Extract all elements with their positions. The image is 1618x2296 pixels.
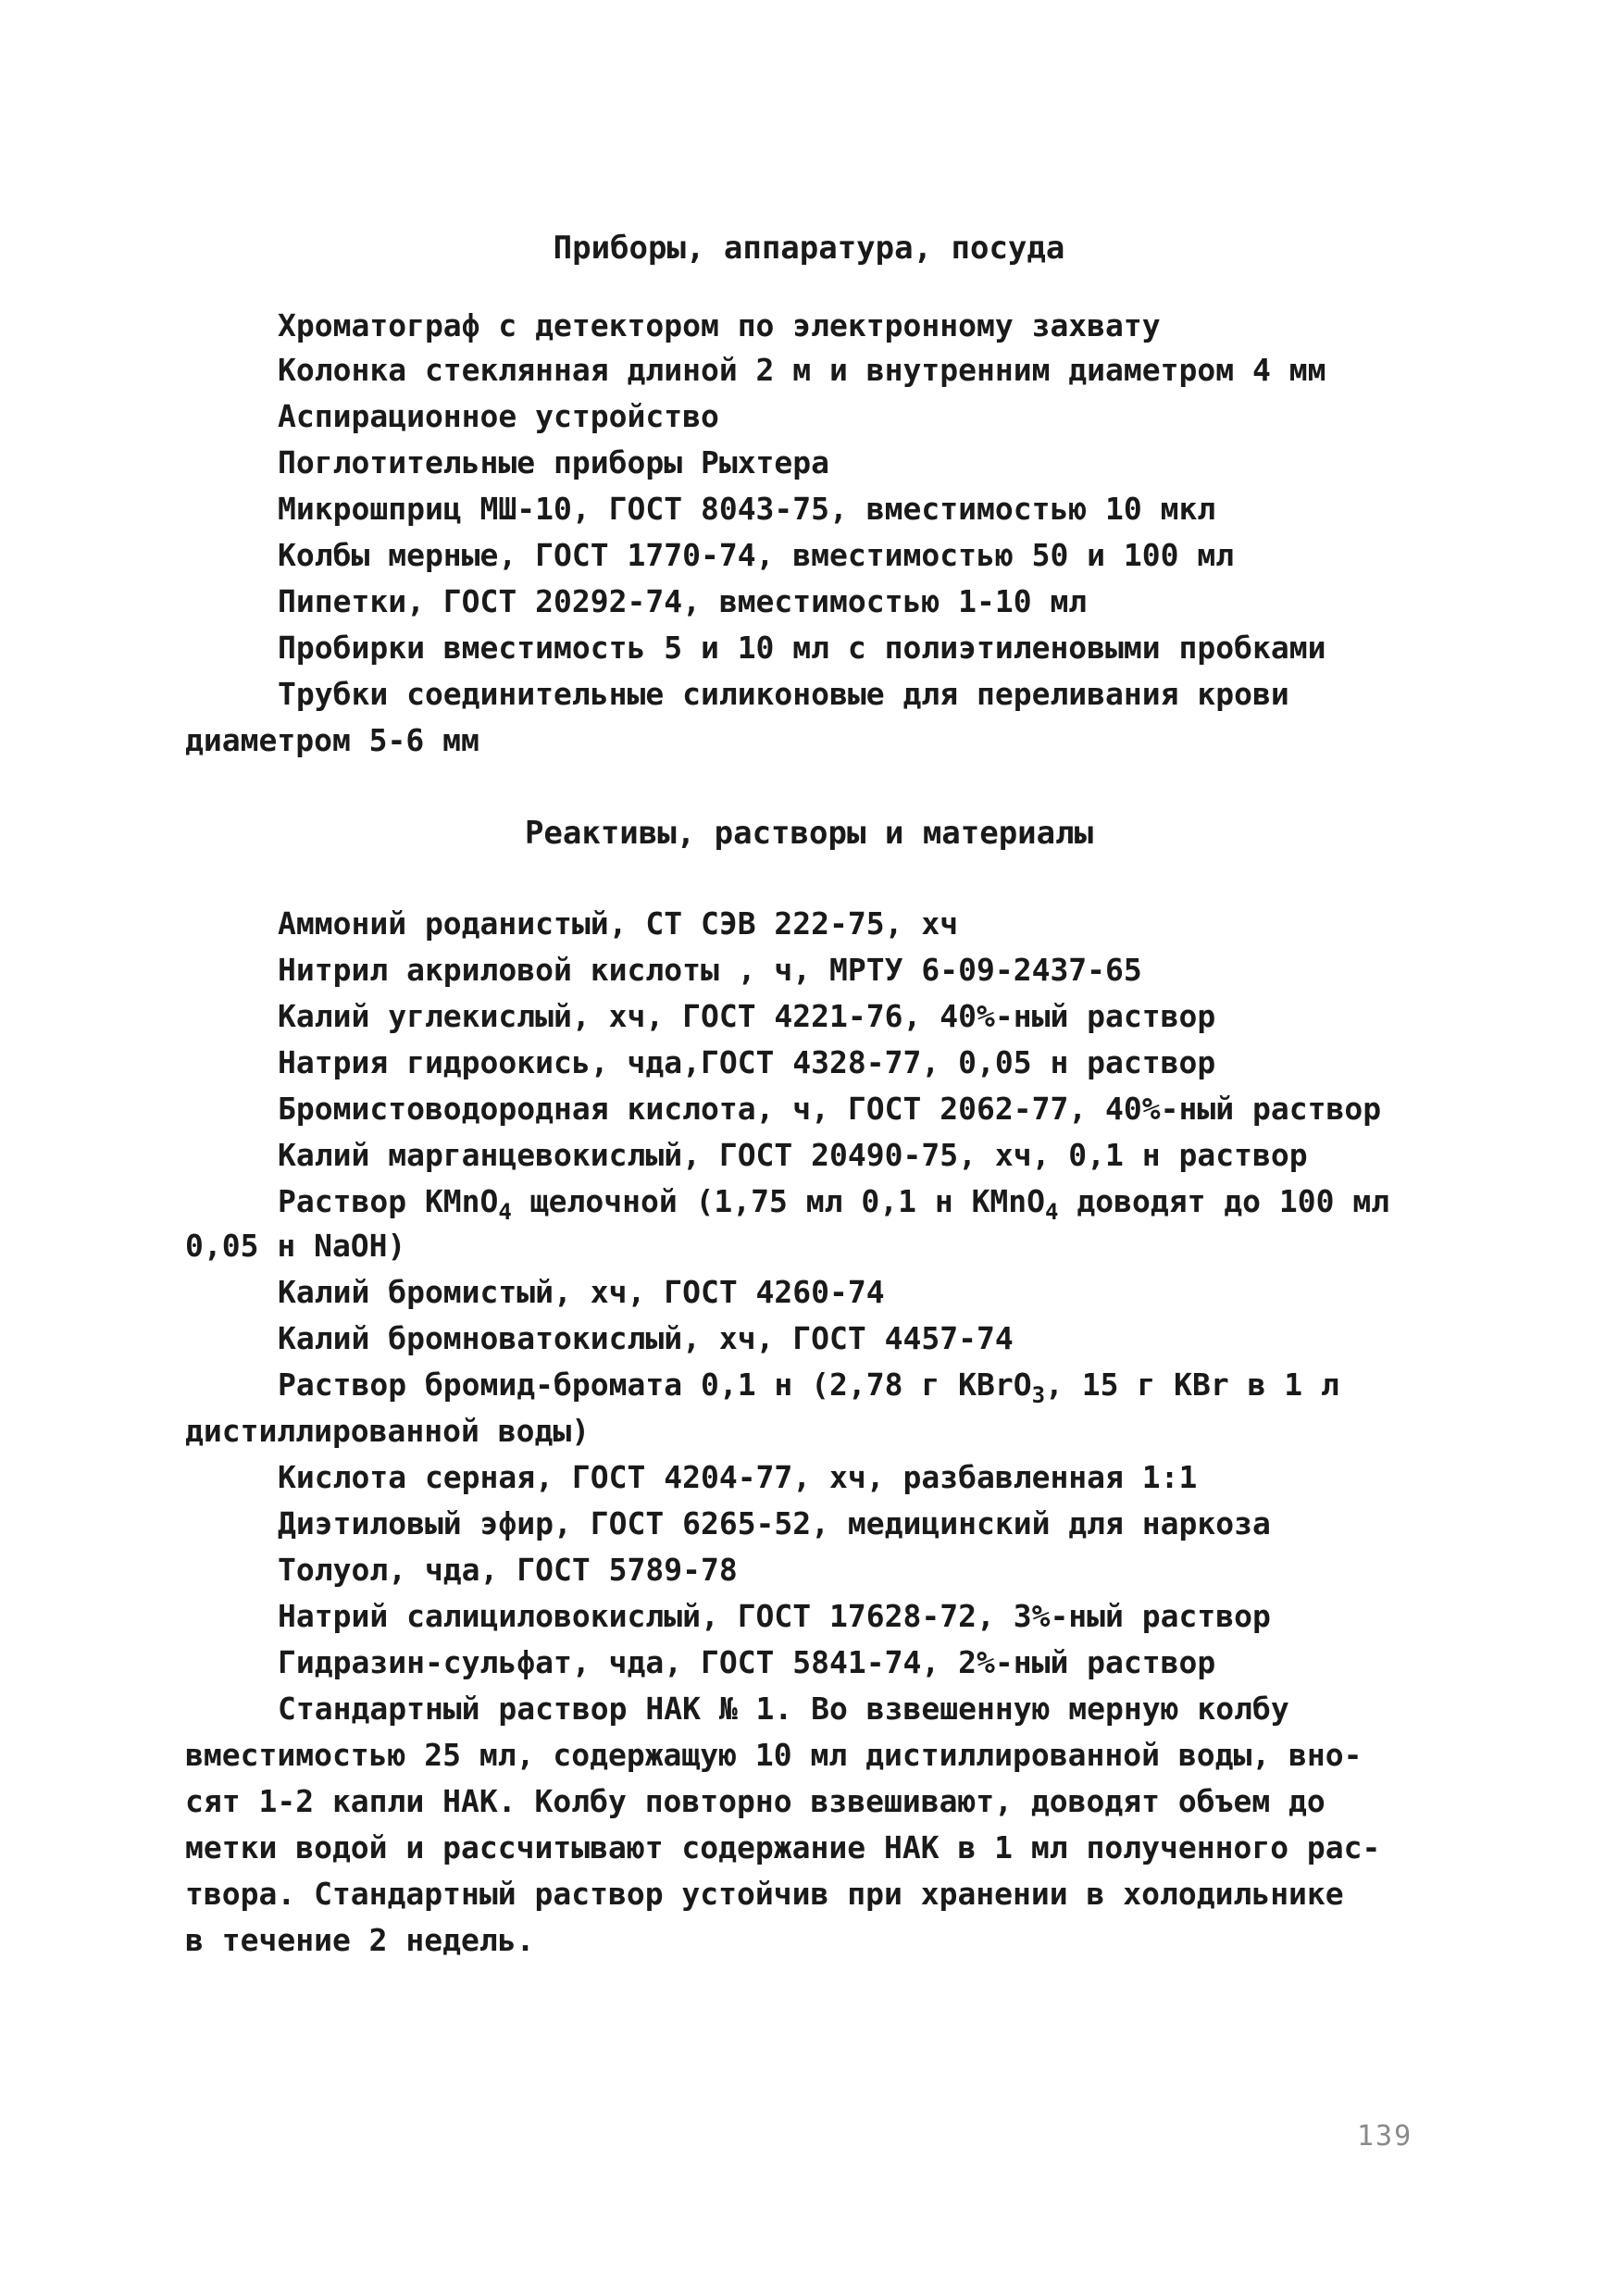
reagent-line: Калий бромистый, хч, ГОСТ 4260-74 [278, 1274, 885, 1310]
reagent-line: Калий бромноватокислый, хч, ГОСТ 4457-74 [278, 1320, 1014, 1356]
reagent-line: Гидразин-сульфат, чда, ГОСТ 5841-74, 2%-ный раствор [278, 1644, 1216, 1680]
reagent-line-continuation: 0,05 н NaOH) [185, 1228, 406, 1264]
equipment-line: Хроматограф с детектором по электронному захвату [278, 307, 1161, 343]
equipment-line: Пипетки, ГОСТ 20292-74, вместимостью 1-10 мл [278, 583, 1088, 619]
equipment-line: диаметром 5-6 мм [185, 722, 479, 758]
equipment-line: Аспирационное устройство [278, 398, 719, 434]
section-title-equipment: Приборы, аппаратура, посуда [553, 230, 1065, 267]
equipment-line: Колонка стеклянная длиной 2 м и внутренним диаметром 4 мм [278, 352, 1326, 388]
equipment-line: Колбы мерные, ГОСТ 1770-74, вместимостью 50 и 100 мл [278, 537, 1235, 573]
reagent-line: Кислота серная, ГОСТ 4204-77, хч, разбавленная 1:1 [278, 1459, 1198, 1495]
reagent-line: Бромистоводородная кислота, ч, ГОСТ 2062-77, 40%-ный раствор [278, 1091, 1382, 1127]
standard-solution-paragraph-line: вместимостью 25 мл, содержащую 10 мл дистиллированной воды, вно- [185, 1737, 1363, 1773]
reagent-line: Толуол, чда, ГОСТ 5789-78 [278, 1552, 738, 1588]
reagent-line: Нитрил акриловой кислоты , ч, МРТУ 6-09-2437-65 [278, 952, 1142, 988]
equipment-line: Трубки соединительные силиконовые для переливания крови [278, 676, 1289, 712]
standard-solution-paragraph-line: сят 1-2 капли НАК. Колбу повторно взвешивают, доводят объем до [185, 1783, 1326, 1819]
page-number: 139 [1357, 2120, 1413, 2152]
reagent-line-kmno4: Раствор KMnO$_4$ щелочной (1,75 мл 0,1 н KMnO$_4$ доводят до 100 мл [278, 1183, 1390, 1225]
reagent-line: Диэтиловый эфир, ГОСТ 6265-52, медицинский для наркоза [278, 1505, 1271, 1541]
equipment-line: Микрошприц МШ-10, ГОСТ 8043-75, вместимостью 10 мкл [278, 491, 1216, 527]
standard-solution-paragraph-line: метки водой и рассчитывают содержание НАК в 1 мл полученного рас- [185, 1829, 1381, 1866]
reagent-line: Натрий салициловокислый, ГОСТ 17628-72, 3%-ный раствор [278, 1598, 1271, 1634]
reagent-line: Калий углекислый, хч, ГОСТ 4221-76, 40%-ный раствор [278, 998, 1216, 1034]
reagent-line-continuation: дистиллированной воды) [185, 1413, 591, 1449]
reagent-line: Аммоний роданистый, СТ СЭВ 222-75, хч [278, 905, 959, 942]
reagent-line-bromide: Раствор бромид-бромата 0,1 н (2,78 г KBrO$_3$, 15 г KBr в 1 л [278, 1366, 1339, 1408]
standard-solution-paragraph-line: твора. Стандартный раствор устойчив при хранении в холодильнике [185, 1876, 1344, 1912]
section-title-reagents: Реактивы, растворы и материалы [524, 815, 1094, 852]
standard-solution-paragraph-line: Стандартный раствор НАК № 1. Во взвешенную мерную колбу [278, 1691, 1289, 1727]
equipment-line: Пробирки вместимость 5 и 10 мл с полиэтиленовыми пробками [278, 630, 1326, 666]
equipment-line: Поглотительные приборы Рыхтера [278, 444, 830, 480]
reagent-line: Натрия гидроокись, чда,ГОСТ 4328-77, 0,05 н раствор [278, 1044, 1216, 1080]
reagent-line: Калий марганцевокислый, ГОСТ 20490-75, хч, 0,1 н раствор [278, 1137, 1308, 1173]
standard-solution-paragraph-line: в течение 2 недель. [185, 1922, 535, 1958]
